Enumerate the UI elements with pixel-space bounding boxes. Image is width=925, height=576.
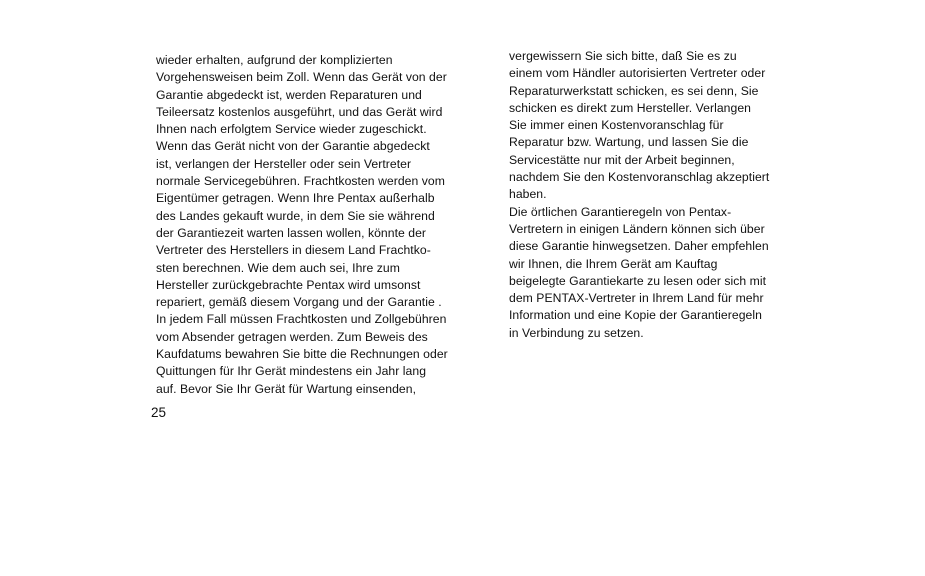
text-line: Hersteller zurückgebrachte Pentax wird umsonst <box>156 277 421 292</box>
text-line: Teileersatz kostenlos ausgeführt, und das Gerät wird <box>156 104 443 119</box>
text-line: Die örtlichen Garantieregeln von Pentax- <box>509 204 732 219</box>
text-line: dem PENTAX-Vertreter in Ihrem Land für mehr <box>509 291 764 306</box>
text-line: normale Servicegebühren. Frachtkosten werden vom <box>156 174 445 189</box>
text-line: diese Garantie hinwegsetzen. Daher empfehlen <box>509 239 769 254</box>
text-line: ist, verlangen der Hersteller oder sein Vertreter <box>156 156 412 171</box>
text-line: Servicestätte nur mit der Arbeit beginnen, <box>509 152 735 167</box>
text-line: beigelegte Garantiekarte zu lesen oder sich mit <box>509 273 767 288</box>
text-line: Ihnen nach erfolgtem Service wieder zugeschickt. <box>156 122 427 137</box>
text-line: Vorgehensweisen beim Zoll. Wenn das Gerät von der <box>156 70 447 85</box>
text-line: auf. Bevor Sie Ihr Gerät für Wartung einsenden, <box>156 381 417 396</box>
text-line: Reparatur bzw. Wartung, und lassen Sie die <box>509 135 749 150</box>
right-text-column <box>509 48 769 342</box>
text-line: In jedem Fall müssen Frachtkosten und Zollgebühren <box>156 312 447 327</box>
text-line: schicken es direkt zum Hersteller. Verlangen <box>509 100 751 115</box>
text-line: haben. <box>509 187 547 202</box>
text-line: Garantie abgedeckt ist, werden Reparaturen und <box>156 87 422 102</box>
text-line: des Landes gekauft wurde, in dem Sie sie während <box>156 208 435 223</box>
text-line: Wenn das Gerät nicht von der Garantie abgedeckt <box>156 139 430 154</box>
page-number: 25 <box>151 405 167 420</box>
text-line: in Verbindung zu setzen. <box>509 325 644 340</box>
text-line: einem vom Händler autorisierten Vertreter oder <box>509 66 766 81</box>
text-line: sten berechnen. Wie dem auch sei, Ihre zum <box>156 260 400 275</box>
text-line: vergewissern Sie sich bitte, daß Sie es zu <box>509 49 737 63</box>
text-line: wieder erhalten, aufgrund der komplizierten <box>156 53 393 67</box>
text-line: Vertretern in einigen Ländern können sich über <box>509 221 765 236</box>
text-line: vom Absender getragen werden. Zum Beweis des <box>156 329 428 344</box>
text-line: Sie immer einen Kostenvoranschlag für <box>509 118 724 133</box>
text-line: Information und eine Kopie der Garantieregeln <box>509 308 762 323</box>
text-line: Kaufdatums bewahren Sie bitte die Rechnungen oder <box>156 347 448 362</box>
text-line: Reparaturwerkstatt schicken, es sei denn, Sie <box>509 83 759 98</box>
text-line: Eigentümer getragen. Wenn Ihre Pentax außerhalb <box>156 191 435 206</box>
text-line: wir Ihnen, die Ihrem Gerät am Kauftag <box>509 256 718 271</box>
text-line: nachdem Sie den Kostenvoranschlag akzeptiert <box>509 170 770 185</box>
left-text-column <box>156 52 448 398</box>
text-line: Vertreter des Herstellers in diesem Land Frachtko- <box>156 243 431 258</box>
text-line: der Garantiezeit warten lassen wollen, könnte der <box>156 225 427 240</box>
text-line: repariert, gemäß diesem Vorgang und der Garantie . <box>156 295 442 310</box>
text-line: Quittungen für Ihr Gerät mindestens ein Jahr lang <box>156 364 427 379</box>
